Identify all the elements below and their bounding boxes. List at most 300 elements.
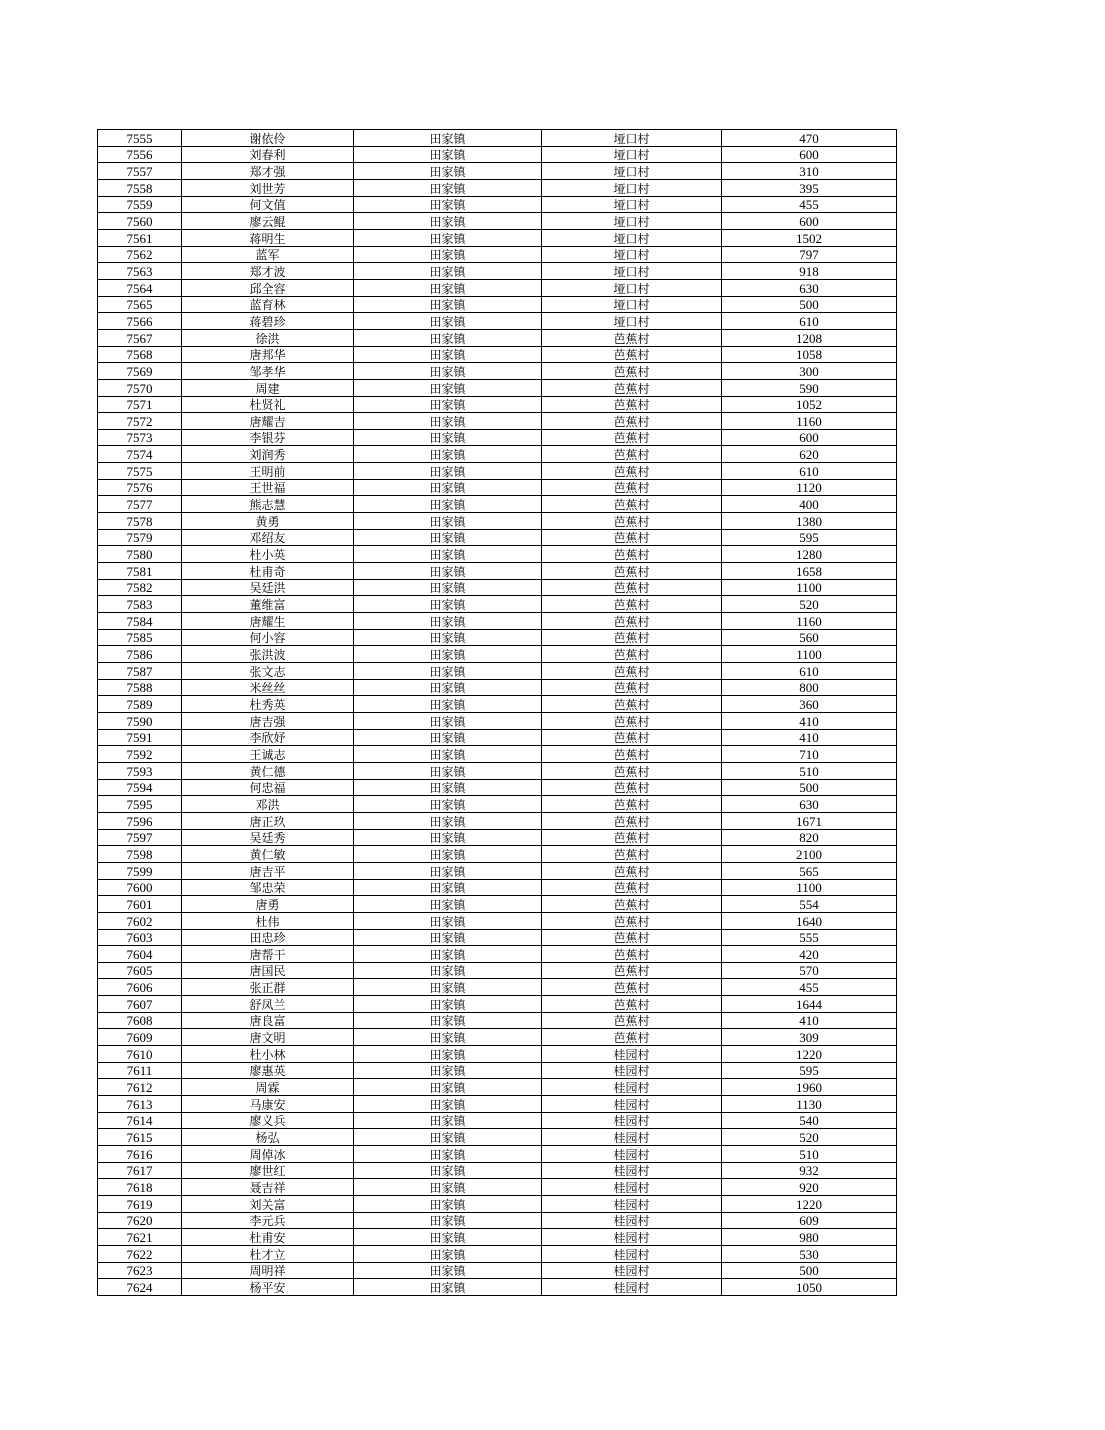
amount-cell: 500 <box>722 779 897 796</box>
name-cell: 唐邦华 <box>182 346 354 363</box>
village-cell: 芭蕉村 <box>542 779 722 796</box>
table-row <box>98 613 897 630</box>
table-row <box>98 829 897 846</box>
town-cell: 田家镇 <box>354 246 542 263</box>
name-cell: 刘春利 <box>182 146 354 163</box>
amount-cell: 600 <box>722 213 897 230</box>
village-cell: 芭蕉村 <box>542 929 722 946</box>
name-cell: 杨弘 <box>182 1129 354 1146</box>
name-cell: 周明祥 <box>182 1262 354 1279</box>
table-row <box>98 1162 897 1179</box>
amount-cell: 455 <box>722 196 897 213</box>
row-number-cell: 7595 <box>98 796 182 813</box>
town-cell: 田家镇 <box>354 229 542 246</box>
table-row <box>98 546 897 563</box>
village-cell: 桂园村 <box>542 1062 722 1079</box>
name-cell: 杜贤礼 <box>182 396 354 413</box>
name-cell: 蒋明生 <box>182 229 354 246</box>
village-cell: 垭口村 <box>542 163 722 180</box>
village-cell: 芭蕉村 <box>542 379 722 396</box>
village-cell: 芭蕉村 <box>542 912 722 929</box>
amount-cell: 530 <box>722 1245 897 1262</box>
row-number-cell: 7599 <box>98 862 182 879</box>
village-cell: 垭口村 <box>542 130 722 147</box>
name-cell: 刘润秀 <box>182 446 354 463</box>
village-cell: 芭蕉村 <box>542 1012 722 1029</box>
row-number-cell: 7582 <box>98 579 182 596</box>
row-number-cell: 7565 <box>98 296 182 313</box>
table-row <box>98 1212 897 1229</box>
amount-cell: 2100 <box>722 846 897 863</box>
town-cell: 田家镇 <box>354 446 542 463</box>
village-cell: 芭蕉村 <box>542 846 722 863</box>
amount-cell: 1671 <box>722 812 897 829</box>
row-number-cell: 7584 <box>98 613 182 630</box>
amount-cell: 630 <box>722 279 897 296</box>
table-row <box>98 479 897 496</box>
village-cell: 芭蕉村 <box>542 1029 722 1046</box>
name-cell: 吴廷洪 <box>182 579 354 596</box>
row-number-cell: 7605 <box>98 962 182 979</box>
village-cell: 芭蕉村 <box>542 496 722 513</box>
name-cell: 杜小林 <box>182 1046 354 1063</box>
town-cell: 田家镇 <box>354 879 542 896</box>
name-cell: 聂吉祥 <box>182 1179 354 1196</box>
name-cell: 唐勇 <box>182 896 354 913</box>
row-number-cell: 7611 <box>98 1062 182 1079</box>
town-cell: 田家镇 <box>354 163 542 180</box>
village-cell: 桂园村 <box>542 1162 722 1179</box>
town-cell: 田家镇 <box>354 1196 542 1213</box>
amount-cell: 565 <box>722 862 897 879</box>
village-cell: 桂园村 <box>542 1279 722 1296</box>
name-cell: 唐帮干 <box>182 946 354 963</box>
name-cell: 何文值 <box>182 196 354 213</box>
town-cell: 田家镇 <box>354 496 542 513</box>
amount-cell: 300 <box>722 363 897 380</box>
amount-cell: 600 <box>722 146 897 163</box>
table-row <box>98 463 897 480</box>
village-cell: 垭口村 <box>542 263 722 280</box>
village-cell: 垭口村 <box>542 279 722 296</box>
name-cell: 黄勇 <box>182 513 354 530</box>
name-cell: 廖云鲲 <box>182 213 354 230</box>
table-row <box>98 1112 897 1129</box>
town-cell: 田家镇 <box>354 1012 542 1029</box>
row-number-cell: 7568 <box>98 346 182 363</box>
amount-cell: 1130 <box>722 1096 897 1113</box>
table-row <box>98 629 897 646</box>
amount-cell: 1160 <box>722 613 897 630</box>
village-cell: 芭蕉村 <box>542 646 722 663</box>
table-row <box>98 879 897 896</box>
town-cell: 田家镇 <box>354 1112 542 1129</box>
amount-cell: 610 <box>722 313 897 330</box>
village-cell: 芭蕉村 <box>542 413 722 430</box>
town-cell: 田家镇 <box>354 196 542 213</box>
table-row <box>98 746 897 763</box>
village-cell: 芭蕉村 <box>542 563 722 580</box>
amount-cell: 400 <box>722 496 897 513</box>
name-cell: 米丝丝 <box>182 679 354 696</box>
table-row <box>98 279 897 296</box>
amount-cell: 932 <box>722 1162 897 1179</box>
name-cell: 杜伟 <box>182 912 354 929</box>
table-row <box>98 912 897 929</box>
town-cell: 田家镇 <box>354 779 542 796</box>
amount-cell: 1640 <box>722 912 897 929</box>
name-cell: 李银芬 <box>182 429 354 446</box>
amount-cell: 1280 <box>722 546 897 563</box>
town-cell: 田家镇 <box>354 1146 542 1163</box>
amount-cell: 510 <box>722 762 897 779</box>
town-cell: 田家镇 <box>354 663 542 680</box>
name-cell: 廖义兵 <box>182 1112 354 1129</box>
name-cell: 唐文明 <box>182 1029 354 1046</box>
name-cell: 王世福 <box>182 479 354 496</box>
row-number-cell: 7557 <box>98 163 182 180</box>
row-number-cell: 7617 <box>98 1162 182 1179</box>
table-row <box>98 196 897 213</box>
row-number-cell: 7567 <box>98 329 182 346</box>
row-number-cell: 7594 <box>98 779 182 796</box>
amount-cell: 570 <box>722 962 897 979</box>
village-cell: 芭蕉村 <box>542 613 722 630</box>
table-row <box>98 1079 897 1096</box>
table-row <box>98 1062 897 1079</box>
amount-cell: 710 <box>722 746 897 763</box>
village-cell: 芭蕉村 <box>542 879 722 896</box>
amount-cell: 1644 <box>722 996 897 1013</box>
name-cell: 吴廷秀 <box>182 829 354 846</box>
table-row <box>98 163 897 180</box>
amount-cell: 520 <box>722 1129 897 1146</box>
town-cell: 田家镇 <box>354 746 542 763</box>
amount-cell: 555 <box>722 929 897 946</box>
village-cell: 芭蕉村 <box>542 862 722 879</box>
village-cell: 垭口村 <box>542 229 722 246</box>
row-number-cell: 7619 <box>98 1196 182 1213</box>
amount-cell: 410 <box>722 1012 897 1029</box>
row-number-cell: 7614 <box>98 1112 182 1129</box>
town-cell: 田家镇 <box>354 479 542 496</box>
row-number-cell: 7575 <box>98 463 182 480</box>
row-number-cell: 7604 <box>98 946 182 963</box>
row-number-cell: 7571 <box>98 396 182 413</box>
row-number-cell: 7598 <box>98 846 182 863</box>
name-cell: 廖世红 <box>182 1162 354 1179</box>
village-cell: 芭蕉村 <box>542 396 722 413</box>
name-cell: 黄仁敏 <box>182 846 354 863</box>
name-cell: 蓝军 <box>182 246 354 263</box>
village-cell: 垭口村 <box>542 213 722 230</box>
name-cell: 唐吉平 <box>182 862 354 879</box>
amount-cell: 1100 <box>722 879 897 896</box>
village-cell: 桂园村 <box>542 1129 722 1146</box>
amount-cell: 310 <box>722 163 897 180</box>
name-cell: 谢依伶 <box>182 130 354 147</box>
table-row <box>98 1245 897 1262</box>
amount-cell: 500 <box>722 1262 897 1279</box>
village-cell: 芭蕉村 <box>542 762 722 779</box>
amount-cell: 510 <box>722 1146 897 1163</box>
name-cell: 张洪波 <box>182 646 354 663</box>
table-row <box>98 1229 897 1246</box>
village-cell: 垭口村 <box>542 146 722 163</box>
amount-cell: 1058 <box>722 346 897 363</box>
town-cell: 田家镇 <box>354 546 542 563</box>
amount-cell: 1208 <box>722 329 897 346</box>
row-number-cell: 7586 <box>98 646 182 663</box>
village-cell: 芭蕉村 <box>542 979 722 996</box>
amount-cell: 1100 <box>722 646 897 663</box>
name-cell: 熊志慧 <box>182 496 354 513</box>
name-cell: 杜秀英 <box>182 696 354 713</box>
name-cell: 邓洪 <box>182 796 354 813</box>
amount-cell: 630 <box>722 796 897 813</box>
village-cell: 桂园村 <box>542 1046 722 1063</box>
table-row <box>98 1096 897 1113</box>
amount-cell: 620 <box>722 446 897 463</box>
town-cell: 田家镇 <box>354 263 542 280</box>
table-body <box>98 130 897 1296</box>
amount-cell: 1960 <box>722 1079 897 1096</box>
village-cell: 垭口村 <box>542 196 722 213</box>
name-cell: 杜甫安 <box>182 1229 354 1246</box>
village-cell: 芭蕉村 <box>542 996 722 1013</box>
table-row <box>98 379 897 396</box>
village-cell: 桂园村 <box>542 1096 722 1113</box>
name-cell: 唐正玖 <box>182 812 354 829</box>
town-cell: 田家镇 <box>354 712 542 729</box>
row-number-cell: 7569 <box>98 363 182 380</box>
name-cell: 周霖 <box>182 1079 354 1096</box>
town-cell: 田家镇 <box>354 213 542 230</box>
table-row <box>98 1012 897 1029</box>
name-cell: 刘关富 <box>182 1196 354 1213</box>
row-number-cell: 7591 <box>98 729 182 746</box>
amount-cell: 800 <box>722 679 897 696</box>
town-cell: 田家镇 <box>354 1029 542 1046</box>
table-row <box>98 413 897 430</box>
village-cell: 桂园村 <box>542 1112 722 1129</box>
name-cell: 邹孝华 <box>182 363 354 380</box>
table-row <box>98 363 897 380</box>
row-number-cell: 7581 <box>98 563 182 580</box>
village-cell: 桂园村 <box>542 1196 722 1213</box>
row-number-cell: 7580 <box>98 546 182 563</box>
row-number-cell: 7558 <box>98 179 182 196</box>
name-cell: 蓝育林 <box>182 296 354 313</box>
row-number-cell: 7615 <box>98 1129 182 1146</box>
row-number-cell: 7564 <box>98 279 182 296</box>
town-cell: 田家镇 <box>354 146 542 163</box>
amount-cell: 797 <box>722 246 897 263</box>
table-row <box>98 1029 897 1046</box>
table-row <box>98 513 897 530</box>
name-cell: 杜小英 <box>182 546 354 563</box>
row-number-cell: 7602 <box>98 912 182 929</box>
amount-cell: 609 <box>722 1212 897 1229</box>
amount-cell: 1120 <box>722 479 897 496</box>
name-cell: 田忠珍 <box>182 929 354 946</box>
row-number-cell: 7577 <box>98 496 182 513</box>
table-row <box>98 779 897 796</box>
town-cell: 田家镇 <box>354 296 542 313</box>
amount-cell: 560 <box>722 629 897 646</box>
town-cell: 田家镇 <box>354 596 542 613</box>
row-number-cell: 7610 <box>98 1046 182 1063</box>
town-cell: 田家镇 <box>354 1062 542 1079</box>
row-number-cell: 7622 <box>98 1245 182 1262</box>
row-number-cell: 7559 <box>98 196 182 213</box>
table-row <box>98 446 897 463</box>
amount-cell: 420 <box>722 946 897 963</box>
village-cell: 桂园村 <box>542 1079 722 1096</box>
table-row <box>98 663 897 680</box>
village-cell: 芭蕉村 <box>542 729 722 746</box>
town-cell: 田家镇 <box>354 413 542 430</box>
row-number-cell: 7588 <box>98 679 182 696</box>
amount-cell: 1220 <box>722 1046 897 1063</box>
town-cell: 田家镇 <box>354 130 542 147</box>
table-row <box>98 712 897 729</box>
amount-cell: 470 <box>722 130 897 147</box>
town-cell: 田家镇 <box>354 1079 542 1096</box>
name-cell: 杜甫奇 <box>182 563 354 580</box>
row-number-cell: 7596 <box>98 812 182 829</box>
town-cell: 田家镇 <box>354 929 542 946</box>
amount-cell: 500 <box>722 296 897 313</box>
village-cell: 芭蕉村 <box>542 896 722 913</box>
village-cell: 芭蕉村 <box>542 479 722 496</box>
table-row <box>98 229 897 246</box>
town-cell: 田家镇 <box>354 1129 542 1146</box>
row-number-cell: 7570 <box>98 379 182 396</box>
row-number-cell: 7612 <box>98 1079 182 1096</box>
row-number-cell: 7560 <box>98 213 182 230</box>
table-row <box>98 1146 897 1163</box>
amount-cell: 1050 <box>722 1279 897 1296</box>
row-number-cell: 7556 <box>98 146 182 163</box>
town-cell: 田家镇 <box>354 762 542 779</box>
name-cell: 董维富 <box>182 596 354 613</box>
table-row <box>98 996 897 1013</box>
amount-cell: 610 <box>722 663 897 680</box>
village-cell: 芭蕉村 <box>542 812 722 829</box>
name-cell: 王明前 <box>182 463 354 480</box>
table-row <box>98 529 897 546</box>
row-number-cell: 7578 <box>98 513 182 530</box>
table-row <box>98 1179 897 1196</box>
town-cell: 田家镇 <box>354 346 542 363</box>
town-cell: 田家镇 <box>354 379 542 396</box>
row-number-cell: 7587 <box>98 663 182 680</box>
table-row <box>98 729 897 746</box>
village-cell: 芭蕉村 <box>542 696 722 713</box>
row-number-cell: 7603 <box>98 929 182 946</box>
town-cell: 田家镇 <box>354 946 542 963</box>
row-number-cell: 7620 <box>98 1212 182 1229</box>
village-cell: 芭蕉村 <box>542 946 722 963</box>
village-cell: 芭蕉村 <box>542 712 722 729</box>
town-cell: 田家镇 <box>354 1262 542 1279</box>
town-cell: 田家镇 <box>354 513 542 530</box>
village-cell: 芭蕉村 <box>542 329 722 346</box>
town-cell: 田家镇 <box>354 1096 542 1113</box>
town-cell: 田家镇 <box>354 329 542 346</box>
name-cell: 周建 <box>182 379 354 396</box>
village-cell: 芭蕉村 <box>542 579 722 596</box>
village-cell: 芭蕉村 <box>542 546 722 563</box>
row-number-cell: 7592 <box>98 746 182 763</box>
amount-cell: 410 <box>722 729 897 746</box>
village-cell: 芭蕉村 <box>542 529 722 546</box>
table-row <box>98 846 897 863</box>
table-row <box>98 962 897 979</box>
table-row <box>98 679 897 696</box>
village-cell: 芭蕉村 <box>542 796 722 813</box>
town-cell: 田家镇 <box>354 1162 542 1179</box>
row-number-cell: 7562 <box>98 246 182 263</box>
town-cell: 田家镇 <box>354 812 542 829</box>
amount-cell: 820 <box>722 829 897 846</box>
town-cell: 田家镇 <box>354 729 542 746</box>
town-cell: 田家镇 <box>354 1245 542 1262</box>
table-row <box>98 246 897 263</box>
village-cell: 桂园村 <box>542 1179 722 1196</box>
amount-cell: 980 <box>722 1229 897 1246</box>
amount-cell: 540 <box>722 1112 897 1129</box>
village-cell: 垭口村 <box>542 296 722 313</box>
town-cell: 田家镇 <box>354 613 542 630</box>
amount-cell: 520 <box>722 596 897 613</box>
town-cell: 田家镇 <box>354 1229 542 1246</box>
table-row <box>98 1129 897 1146</box>
town-cell: 田家镇 <box>354 912 542 929</box>
table-row <box>98 1046 897 1063</box>
name-cell: 唐吉强 <box>182 712 354 729</box>
town-cell: 田家镇 <box>354 429 542 446</box>
table-row <box>98 946 897 963</box>
amount-cell: 455 <box>722 979 897 996</box>
name-cell: 邱全容 <box>182 279 354 296</box>
table-row <box>98 762 897 779</box>
town-cell: 田家镇 <box>354 313 542 330</box>
name-cell: 何小容 <box>182 629 354 646</box>
name-cell: 蒋碧珍 <box>182 313 354 330</box>
table-row <box>98 596 897 613</box>
amount-cell: 1100 <box>722 579 897 596</box>
table-row <box>98 329 897 346</box>
village-cell: 桂园村 <box>542 1229 722 1246</box>
row-number-cell: 7616 <box>98 1146 182 1163</box>
town-cell: 田家镇 <box>354 846 542 863</box>
village-cell: 垭口村 <box>542 246 722 263</box>
amount-cell: 1160 <box>722 413 897 430</box>
name-cell: 徐洪 <box>182 329 354 346</box>
row-number-cell: 7566 <box>98 313 182 330</box>
village-cell: 芭蕉村 <box>542 679 722 696</box>
village-cell: 桂园村 <box>542 1262 722 1279</box>
village-cell: 桂园村 <box>542 1146 722 1163</box>
name-cell: 李欣妤 <box>182 729 354 746</box>
town-cell: 田家镇 <box>354 646 542 663</box>
village-cell: 芭蕉村 <box>542 346 722 363</box>
name-cell: 马康安 <box>182 1096 354 1113</box>
row-number-cell: 7624 <box>98 1279 182 1296</box>
amount-cell: 360 <box>722 696 897 713</box>
